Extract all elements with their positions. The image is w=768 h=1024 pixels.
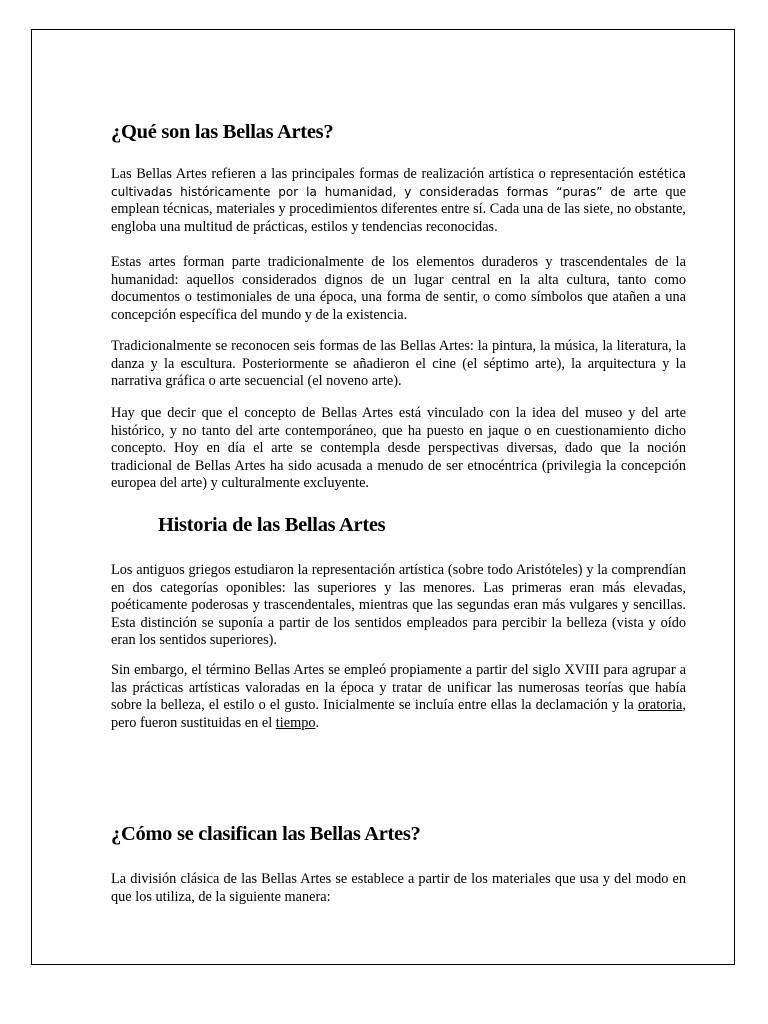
paragraph-4: Hay que decir que el concepto de Bellas Artes está vinculado con la idea del museo y del arte histórico, y no tanto del arte contemporáneo, que ha puesto en jaque o en cuestionamiento dicho concepto. Hoy en día el arte se contempla desde perspectivas diversas, dado que la noción tradicional de Bellas Artes ha sido acusada a menudo de ser etnocéntrica (privilegia la concepción europea del arte) y culturalmente excluyente. xyxy=(111,405,686,492)
paragraph-3: Tradicionalmente se reconocen seis formas de las Bellas Artes: la pintura, la música, la literatura, la danza y la escultura. Posteriormente se añadieron el cine (el séptimo arte), la arquitectura y la narrativa gráfica o arte secuencial (el noveno arte). xyxy=(111,338,686,390)
paragraph-5: Los antiguos griegos estudiaron la representación artística (sobre todo Aristóteles) y la comprendían en dos categorías oponibles: las superiores y las menores. Las primeras eran más elevadas, poéticamente poderosas y trascendentales, mientras que las segundas eran más vulgares y sencillas. Esta distinción se suponía a partir de los sentidos empleados para percibir la belleza (vista y oído eran los sentidos superiores). xyxy=(111,562,686,649)
paragraph-1 xyxy=(111,166,686,236)
paragraph-6-before: Sin embargo, el término Bellas Artes se empleó propiamente a partir del siglo XVIII para agrupar a las prácticas artísticas valoradas en la época y tratar de unificar las numerosas teorías que había sobre la belleza, el estilo o el gusto. Inicialmente se incluía entre ellas la declamación y la xyxy=(111,662,686,714)
link-tiempo[interactable]: tiempo xyxy=(275,714,316,731)
paragraph-1-line2: estética cultivadas históricamente por la humanidad, y consideradas formas “puras” de arte xyxy=(111,167,686,199)
document-page xyxy=(31,29,735,965)
heading-historia: Historia de las Bellas Artes xyxy=(158,514,386,536)
link-oratoria[interactable]: oratoria xyxy=(637,697,683,714)
paragraph-6-middle: , pero fueron sustituidas en el xyxy=(111,697,686,731)
paragraph-7: La división clásica de las Bellas Artes se establece a partir de los materiales que usa y del modo en que los utiliza, de la siguiente manera: xyxy=(111,871,686,905)
paragraph-1-line1: Las Bellas Artes refieren a las principales formas de realización artística o representación xyxy=(111,166,639,182)
heading-como-se-clasifican: ¿Cómo se clasifican las Bellas Artes? xyxy=(111,823,421,845)
paragraph-6-after: . xyxy=(315,714,320,731)
paragraph-6 xyxy=(111,662,686,732)
heading-que-son: ¿Qué son las Bellas Artes? xyxy=(111,121,334,143)
paragraph-1-rest: que emplean técnicas, materiales y procedimientos diferentes entre sí. Cada una de las siete, no obstante, engloba una multitud de prácticas, estilos y tendencias reconocidas. xyxy=(111,183,687,235)
paragraph-2: Estas artes forman parte tradicionalmente de los elementos duraderos y trascendentales de la humanidad: aquellos considerados dignos de un lugar central en la alta cultura, tanto como documentos o testimoniales de una época, una forma de sentir, o como símbolos que atañen a una concepción específica del mundo y de la existencia. xyxy=(111,254,686,323)
